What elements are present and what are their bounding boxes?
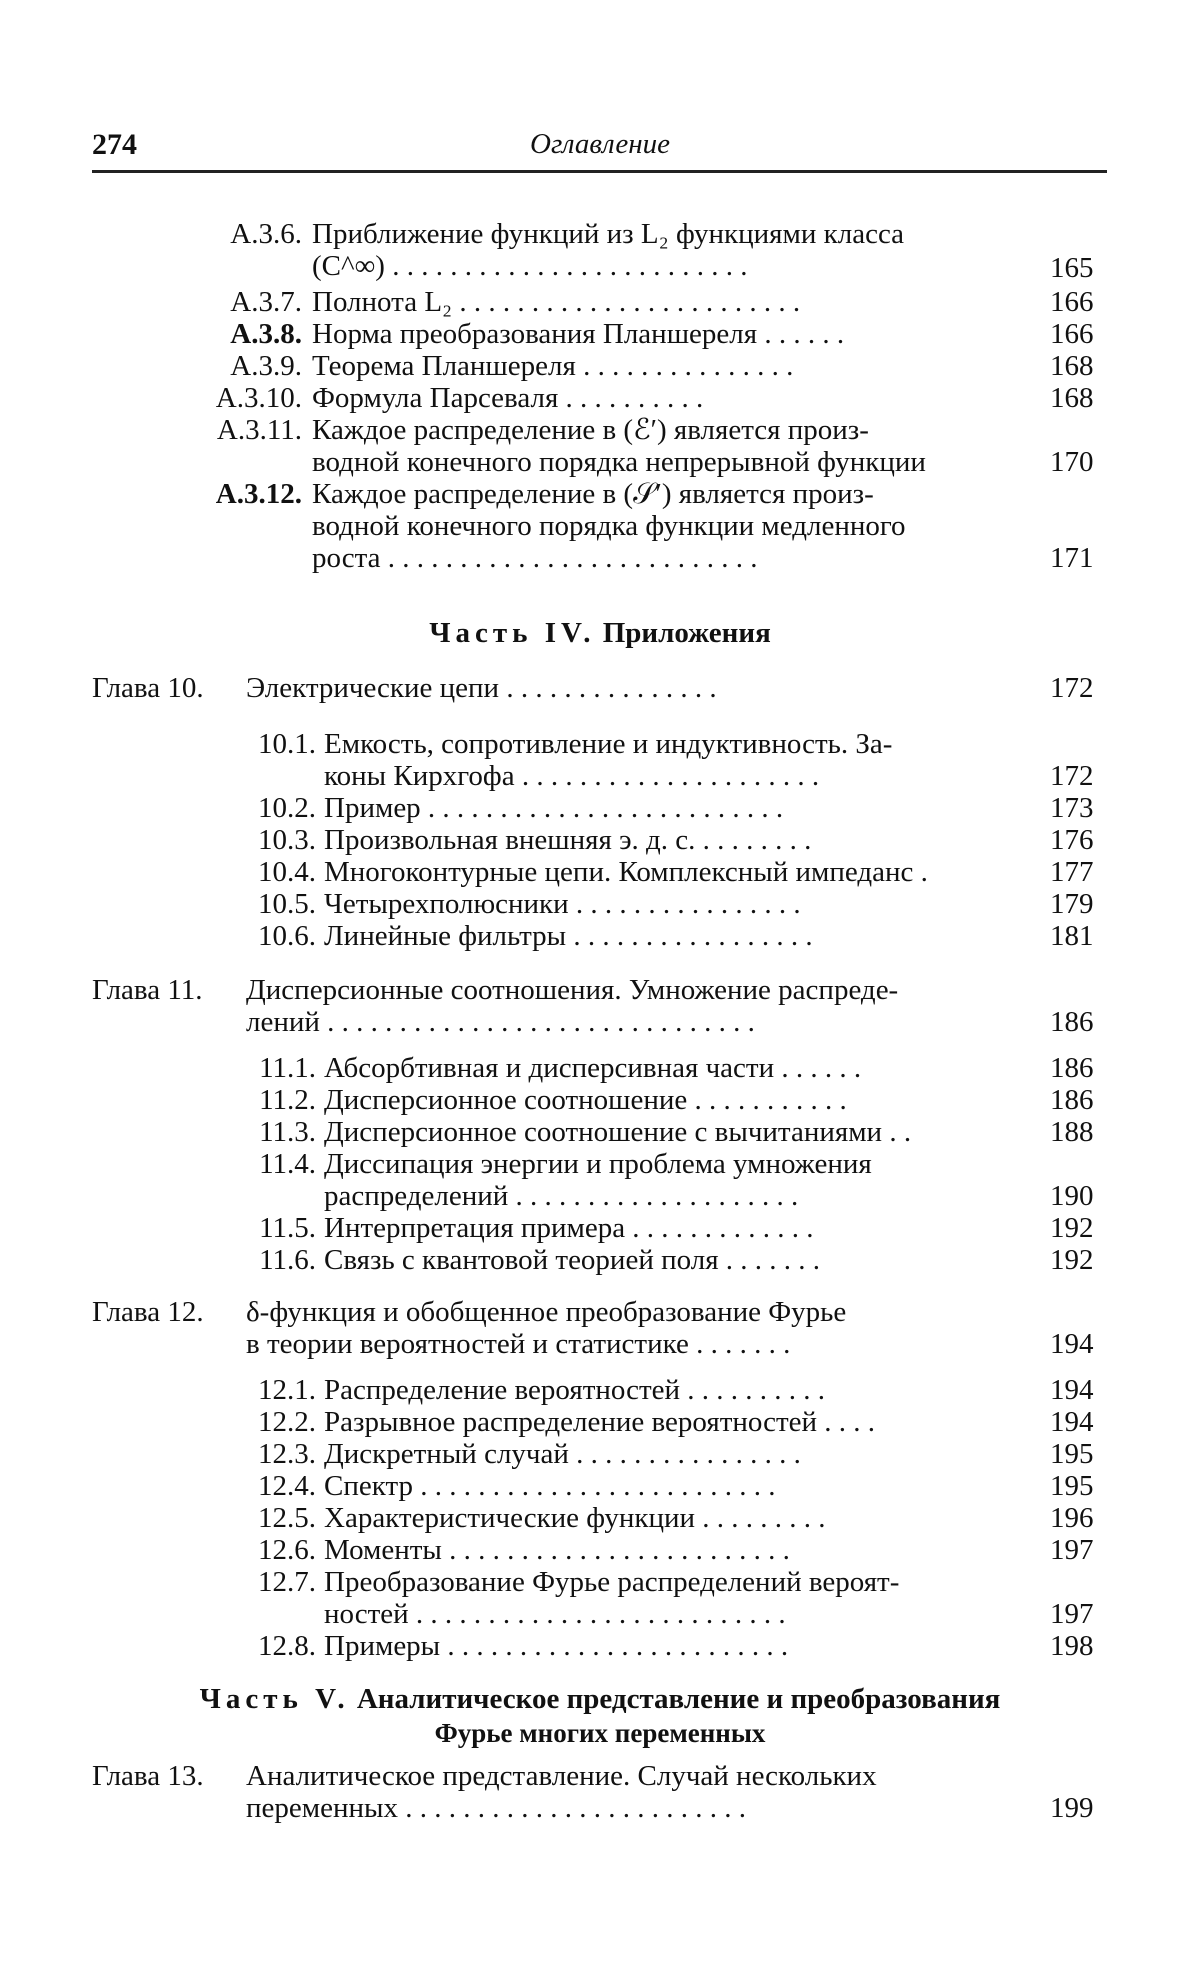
section-title: Разрывное распределение вероятностей . . . . <box>324 1406 876 1438</box>
entry-title <box>312 218 1032 282</box>
section-title-line: распределений . . . . . . . . . . . . . . . . . . . . <box>324 1180 799 1212</box>
chapter-title-line: в теории вероятностей и статистике . . . . . . . <box>246 1328 791 1360</box>
section-title: Распределение вероятностей . . . . . . . . . . <box>324 1374 826 1406</box>
chapter-label: Глава 10. <box>92 672 204 704</box>
entry-title-line: водной конечного порядка функции медленного <box>312 510 906 542</box>
section-number: 11.4. <box>259 1148 316 1180</box>
entry-number: А.3.6. <box>230 218 302 250</box>
section-number: 12.4. <box>258 1470 316 1502</box>
section-title: Интерпретация примера . . . . . . . . . . . . . <box>324 1212 814 1244</box>
entry-title <box>312 414 1032 478</box>
section-title-line: ностей . . . . . . . . . . . . . . . . . . . . . . . . . . <box>324 1598 786 1630</box>
section-title-line: коны Кирхгофа . . . . . . . . . . . . . . . . . . . . . <box>324 760 820 792</box>
section-title-line: Диссипация энергии и проблема умножения <box>324 1148 872 1180</box>
section-number: 11.5. <box>259 1212 316 1244</box>
section-number: 10.1. <box>258 728 316 760</box>
chapter-title-line: δ-функция и обобщенное преобразование Фурье <box>246 1296 847 1328</box>
entry-title: Формула Парсеваля . . . . . . . . . . <box>312 382 704 414</box>
chapter-title-line: Аналитическое представление. Случай нескольких <box>246 1760 877 1792</box>
section-title: Спектр . . . . . . . . . . . . . . . . . . . . . . . . . <box>324 1470 776 1502</box>
section-number: 11.1. <box>259 1052 316 1084</box>
entry-number: А.3.9. <box>230 350 302 382</box>
chapter-label: Глава 12. <box>92 1296 204 1328</box>
section-title: Связь с квантовой теорией поля . . . . . . . <box>324 1244 821 1276</box>
section-number: 12.8. <box>258 1630 316 1662</box>
chapter-title <box>246 1760 1036 1824</box>
section-number: 11.3. <box>259 1116 316 1148</box>
section-number: 12.1. <box>258 1374 316 1406</box>
section-title: Четырехполюсники . . . . . . . . . . . . . . . . <box>324 888 801 920</box>
chapter-title <box>246 974 1036 1038</box>
chapter-title-line: переменных . . . . . . . . . . . . . . . . . . . . . . . . <box>246 1792 747 1824</box>
entry-number: А.3.10. <box>215 382 302 414</box>
entry-title: Норма преобразования Планшереля . . . . . . <box>312 318 845 350</box>
entry-number: А.3.7. <box>230 286 302 318</box>
section-title <box>324 1148 1034 1212</box>
entry-title: Полнота L₂ . . . . . . . . . . . . . . . . . . . . . . . . <box>312 286 801 318</box>
section-title: Дисперсионное соотношение с вычитаниями . . <box>324 1116 912 1148</box>
part-heading <box>0 616 1200 650</box>
section-number: 11.2. <box>259 1084 316 1116</box>
page-number: 274 <box>92 128 137 161</box>
section-number: 12.5. <box>258 1502 316 1534</box>
section-title-line: Преобразование Фурье распределений вероят- <box>324 1566 900 1598</box>
section-title <box>324 728 1034 792</box>
entry-title-line: Каждое распределение в (ℰ′) является произ- <box>312 414 869 446</box>
entry-title-line: водной конечного порядка непрерывной функции <box>312 446 926 478</box>
section-title: Пример . . . . . . . . . . . . . . . . . . . . . . . . . <box>324 792 784 824</box>
toc-page: 274 Оглавление А.3.6. Приближение функций из L₂ функциями класса (C^∞) . . . . . . . . . . . . . . . . . . . . . . . . . 165 А.3.7. Полнота L₂ . . . . . . . . . . . . . . . . . . . . . . . . 166 А.3.8. Норма преобразования Планшереля . . . . . . 166 А.3.9. Теорема Планшереля . . . . . . . . . . . . . . . 168 А.3.10. Формула Парсеваля . . . . . . . . . . 168 А.3.11. Каждое распределение в (ℰ′) является произ- водной конечного порядка непрерывной функции 170 А.3.12. Каждое распределение в (𝒮′) является произ- водной конечного порядка функции медленного роста . . . . . . . . . . . . . . . . . . . . . . . . . . 171 Часть IV. Приложения Глава 10. Электрические цепи . . . . . . . . . . . . . . . 172 10.1. Емкость, сопротивление и индуктивность. За- коны Кирхгофа . . . . . . . . . . . . . . . . . . . . . 172 10.2. Пример . . . . . . . . . . . . . . . . . . . . . . . . . 173 10.3. Произвольная внешняя э. д. с. . . . . . . . . 176 10.4. Многоконтурные цепи. Комплексный импеданс . 177 10.5. Четырехполюсники . . . . . . . . . . . . . . . . 179 10.6. Линейные фильтры . . . . . . . . . . . . . . . . . 181 Глава 11. Дисперсионные соотношения. Умножение распреде- лений . . . . . . . . . . . . . . . . . . . . . . . . . . . . . . 186 11.1. Абсорбтивная и дисперсивная части . . . . . . 186 11.2. Дисперсионное соотношение . . . . . . . . . . . 186 11.3. Дисперсионное соотношение с вычитаниями . . 188 11.4. Диссипация энергии и проблема умножения распределений . . . . . . . . . . . . . . . . . . . . 190 11.5. Интерпретация примера . . . . . . . . . . . . . 192 11.6. Связь с квантовой теорией поля . . . . . . . 192 Глава 12. δ-функция и обобщенное преобразование Фурье в теории вероятностей и статистике . . . . . . . 194 12.1. Распределение вероятностей . . . . . . . . . . 194 12.2. Разрывное распределение вероятностей . . . . 194 12.3. Дискретный случай . . . . . . . . . . . . . . . . 195 12.4. Спектр . . . . . . . . . . . . . . . . . . . . . . . . . 195 12.5. Характеристические функции . . . . . . . . . 196 12.6. Моменты . . . . . . . . . . . . . . . . . . . . . . . . 197 12.7. Преобразование Фурье распределений вероят- ностей . . . . . . . . . . . . . . . . . . . . . . . . . . 197 12.8. Примеры . . . . . . . . . . . . . . . . . . . . . . . . 198 Часть V. Аналитическое представление и преобразования Фурье многих переменных Глава 13. Аналитическое представление. Случай нескольких переменных . . . . . . . . . . . . . . . . . . . . . . . . 199 <box>0 0 1200 1970</box>
section-number: 10.2. <box>258 792 316 824</box>
section-title: Многоконтурные цепи. Комплексный импеданс . <box>324 856 928 888</box>
section-number: 10.4. <box>258 856 316 888</box>
section-title: Характеристические функции . . . . . . . . . <box>324 1502 826 1534</box>
entry-title-line: роста . . . . . . . . . . . . . . . . . . . . . . . . . . <box>312 542 758 574</box>
section-number: 12.3. <box>258 1438 316 1470</box>
entry-number: А.3.12. <box>215 478 302 510</box>
section-title: Линейные фильтры . . . . . . . . . . . . . . . . . <box>324 920 813 952</box>
chapter-label: Глава 13. <box>92 1760 204 1792</box>
section-number: 12.7. <box>258 1566 316 1598</box>
chapter-title-line: лений . . . . . . . . . . . . . . . . . . . . . . . . . . . . . . <box>246 1006 755 1038</box>
part-title-line-2: Фурье многих переменных <box>434 1718 766 1748</box>
part-heading <box>0 1682 1200 1750</box>
entry-title <box>312 478 1032 574</box>
part-title: Аналитическое представление и преобразования <box>356 1683 1001 1715</box>
running-head: Оглавление <box>530 128 670 160</box>
entry-title-line: Каждое распределение в (𝒮′) является произ- <box>312 478 874 510</box>
chapter-title <box>246 1296 1036 1360</box>
header-rule <box>92 170 1107 173</box>
section-title-line: Емкость, сопротивление и индуктивность. За- <box>324 728 893 760</box>
entry-title: Теорема Планшереля . . . . . . . . . . . . . . . <box>312 350 794 382</box>
section-title: Дисперсионное соотношение . . . . . . . . . . . <box>324 1084 847 1116</box>
chapter-title: Электрические цепи . . . . . . . . . . . . . . . <box>246 672 717 704</box>
section-number: 11.6. <box>259 1244 316 1276</box>
entry-title-line: (C^∞) . . . . . . . . . . . . . . . . . . . . . . . . . <box>312 250 748 282</box>
part-title: Приложения <box>602 617 771 649</box>
section-number: 10.5. <box>258 888 316 920</box>
entry-title-line: Приближение функций из L₂ функциями класса <box>312 218 905 250</box>
entry-number: А.3.11. <box>216 414 302 446</box>
chapter-title-line: Дисперсионные соотношения. Умножение распреде- <box>246 974 899 1006</box>
section-number: 12.6. <box>258 1534 316 1566</box>
part-label: Часть V. <box>199 1683 350 1715</box>
section-title: Дискретный случай . . . . . . . . . . . . . . . . <box>324 1438 801 1470</box>
section-title: Произвольная внешняя э. д. с. . . . . . . . . <box>324 824 812 856</box>
section-title: Моменты . . . . . . . . . . . . . . . . . . . . . . . . <box>324 1534 790 1566</box>
chapter-label: Глава 11. <box>92 974 203 1006</box>
section-title: Примеры . . . . . . . . . . . . . . . . . . . . . . . . <box>324 1630 789 1662</box>
part-label: Часть IV. <box>429 617 596 649</box>
section-number: 10.6. <box>258 920 316 952</box>
section-title: Абсорбтивная и дисперсивная части . . . . . . <box>324 1052 862 1084</box>
section-number: 10.3. <box>258 824 316 856</box>
section-title <box>324 1566 1034 1630</box>
section-number: 12.2. <box>258 1406 316 1438</box>
entry-number: А.3.8. <box>230 318 302 350</box>
